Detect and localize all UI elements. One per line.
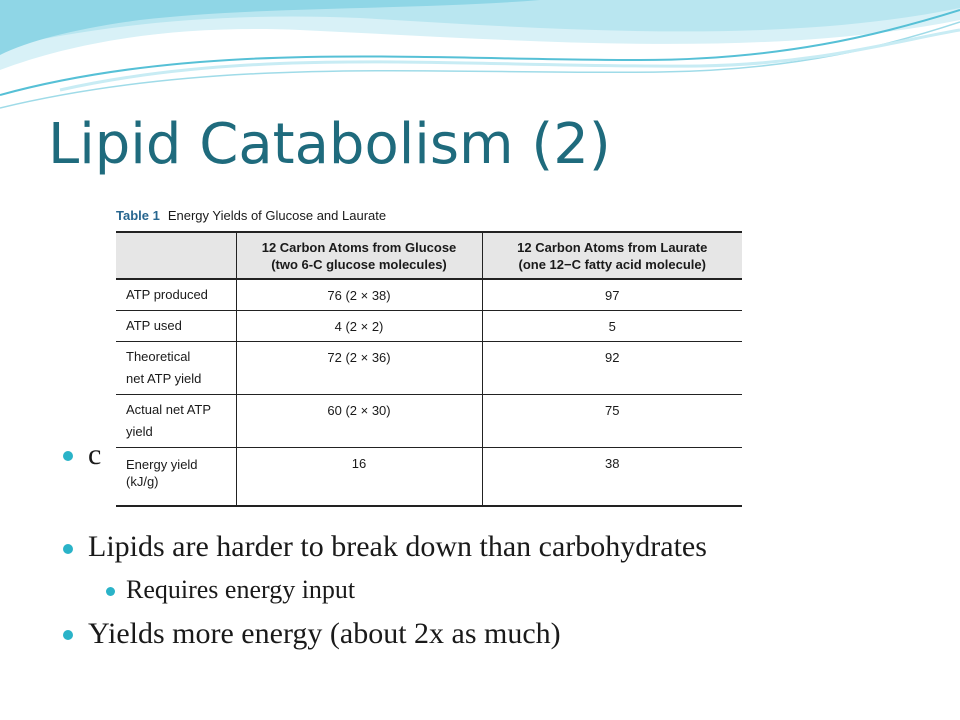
row-label: Energy yield (kJ/g) [126, 457, 198, 489]
header-cell-laurate: 12 Carbon Atoms from Laurate (one 12−C fatty acid molecule) [482, 232, 742, 279]
laurate-value: 38 [482, 448, 742, 506]
laurate-value: 97 [482, 279, 742, 311]
header-cell-glucose: 12 Carbon Atoms from Glucose (two 6-C glucose molecules) [236, 232, 482, 279]
bullet-item: c [88, 438, 102, 471]
header-cell-empty [116, 232, 236, 279]
row-label: ATP produced [126, 287, 208, 302]
table-caption [116, 208, 386, 223]
bullet-item: Lipids are harder to break down than carbohydrates [88, 530, 707, 563]
glucose-value: 4 (2 × 2) [236, 311, 482, 342]
bullet-item: Yields more energy (about 2x as much) [88, 617, 561, 650]
table-header-row [116, 232, 742, 279]
glucose-value: 72 (2 × 36) [236, 342, 482, 395]
table-row [116, 279, 742, 311]
bullet-dot [63, 544, 73, 554]
header-wave-decoration [0, 0, 960, 120]
laurate-value: 75 [482, 395, 742, 448]
table-row [116, 311, 742, 342]
glucose-value: 16 [236, 448, 482, 506]
row-label: ATP used [126, 318, 182, 333]
data-table [116, 231, 742, 507]
table-number: Table 1 [116, 208, 160, 223]
bullet-dot [106, 587, 115, 596]
row-label: Theoretical net ATP yield [126, 349, 202, 386]
row-label: Actual net ATP yield [126, 402, 212, 439]
glucose-value: 76 (2 × 38) [236, 279, 482, 311]
slide-title: Lipid Catabolism (2) [48, 112, 611, 177]
table-row [116, 395, 742, 448]
bullet-dot [63, 451, 73, 461]
glucose-value: 60 (2 × 30) [236, 395, 482, 448]
laurate-value: 92 [482, 342, 742, 395]
table-row [116, 342, 742, 395]
bullet-subitem: Requires energy input [126, 575, 356, 604]
laurate-value: 5 [482, 311, 742, 342]
energy-yield-table [103, 200, 775, 505]
table-caption-text: Energy Yields of Glucose and Laurate [167, 208, 387, 223]
bullet-dot [63, 630, 73, 640]
table-row [116, 448, 742, 506]
